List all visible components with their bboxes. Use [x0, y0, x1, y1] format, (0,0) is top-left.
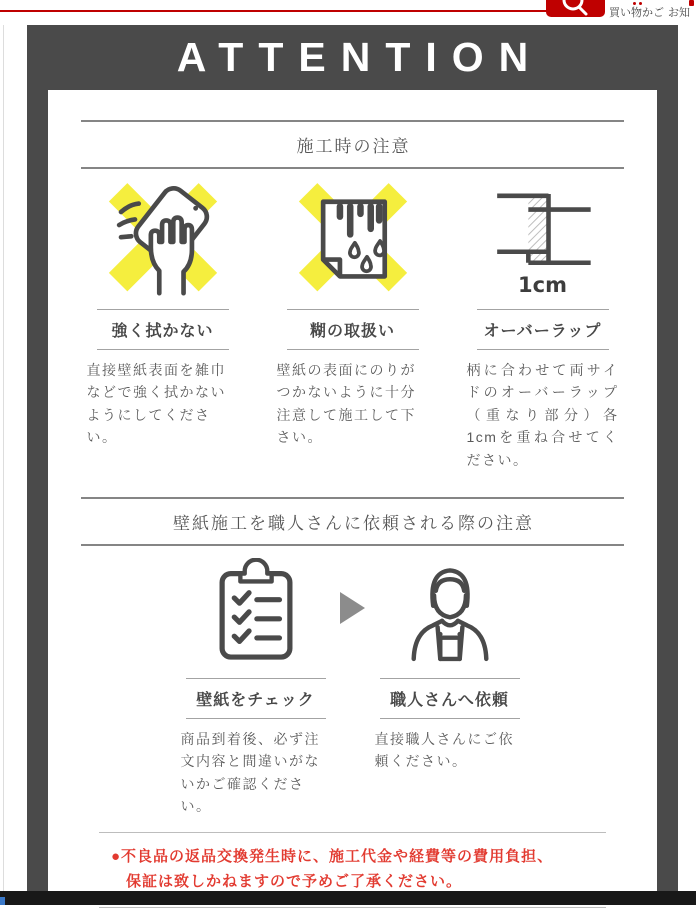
bottom-taskbar-edge — [0, 891, 696, 905]
flow-arrow-wrap — [329, 558, 377, 818]
ask-craftsman-text: 直接職人さんにご依頼ください。 — [374, 730, 514, 770]
checklist-icon — [208, 558, 304, 664]
notice-link[interactable]: お知 — [668, 7, 690, 19]
column-glue-text: 壁紙の表面にのりがつかないように十分注意して施工して下さい。 — [276, 362, 416, 446]
taskbar-accent — [0, 897, 5, 905]
no-glue-on-surface-icon — [297, 181, 409, 299]
column-no-wipe-label: 強く拭かない — [97, 309, 229, 350]
no-strong-wipe-icon — [107, 181, 219, 299]
section2-columns — [81, 558, 624, 818]
section1-columns — [81, 181, 624, 471]
overlap-size-caption: 1cm — [518, 273, 567, 297]
column-no-wipe — [81, 181, 244, 471]
column-glue — [271, 181, 434, 471]
column-no-wipe-text: 直接壁紙表面を雑巾などで強く拭かないようにしてください。 — [86, 362, 226, 446]
search-button[interactable] — [546, 0, 605, 17]
check-wallpaper-label: 壁紙をチェック — [186, 678, 326, 719]
attention-title: ATTENTION — [176, 34, 544, 80]
column-ask-craftsman — [374, 558, 523, 818]
section1-heading: 施工時の注意 — [81, 120, 624, 169]
overlap-diagram-icon — [488, 181, 598, 273]
left-gutter-rule — [3, 25, 4, 891]
browser-top-strip — [0, 0, 696, 20]
check-wallpaper-text: 商品到着後、必ず注文内容と間違いがないかご確認ください。 — [180, 730, 320, 815]
ask-craftsman-label: 職人さんへ依頼 — [380, 678, 520, 719]
attention-card — [48, 90, 657, 891]
arrow-right-icon — [340, 592, 365, 624]
column-overlap-label: オーバーラップ — [477, 309, 609, 350]
warning-line-1: ●不良品の返品交換発生時に、施工代金や経費等の費用負担、 — [111, 847, 554, 865]
search-field-underline — [0, 10, 548, 12]
search-icon — [560, 0, 592, 17]
attention-panel — [27, 25, 678, 891]
column-glue-label: 糊の取扱い — [287, 309, 419, 350]
craftsman-icon — [401, 558, 499, 666]
column-overlap — [461, 181, 624, 471]
column-overlap-text: 柄に合わせて両サイドのオーバーラップ（重なり部分）各1cmを重ね合せてください。 — [466, 362, 619, 468]
warning-line-2: 保証は致しかねますので予めご了承ください。 — [126, 873, 463, 891]
column-check-wallpaper — [180, 558, 329, 818]
cart-link[interactable]: 買い物かご — [609, 7, 664, 19]
section2-heading: 壁紙施工を職人さんに依頼される際の注意 — [81, 497, 624, 546]
